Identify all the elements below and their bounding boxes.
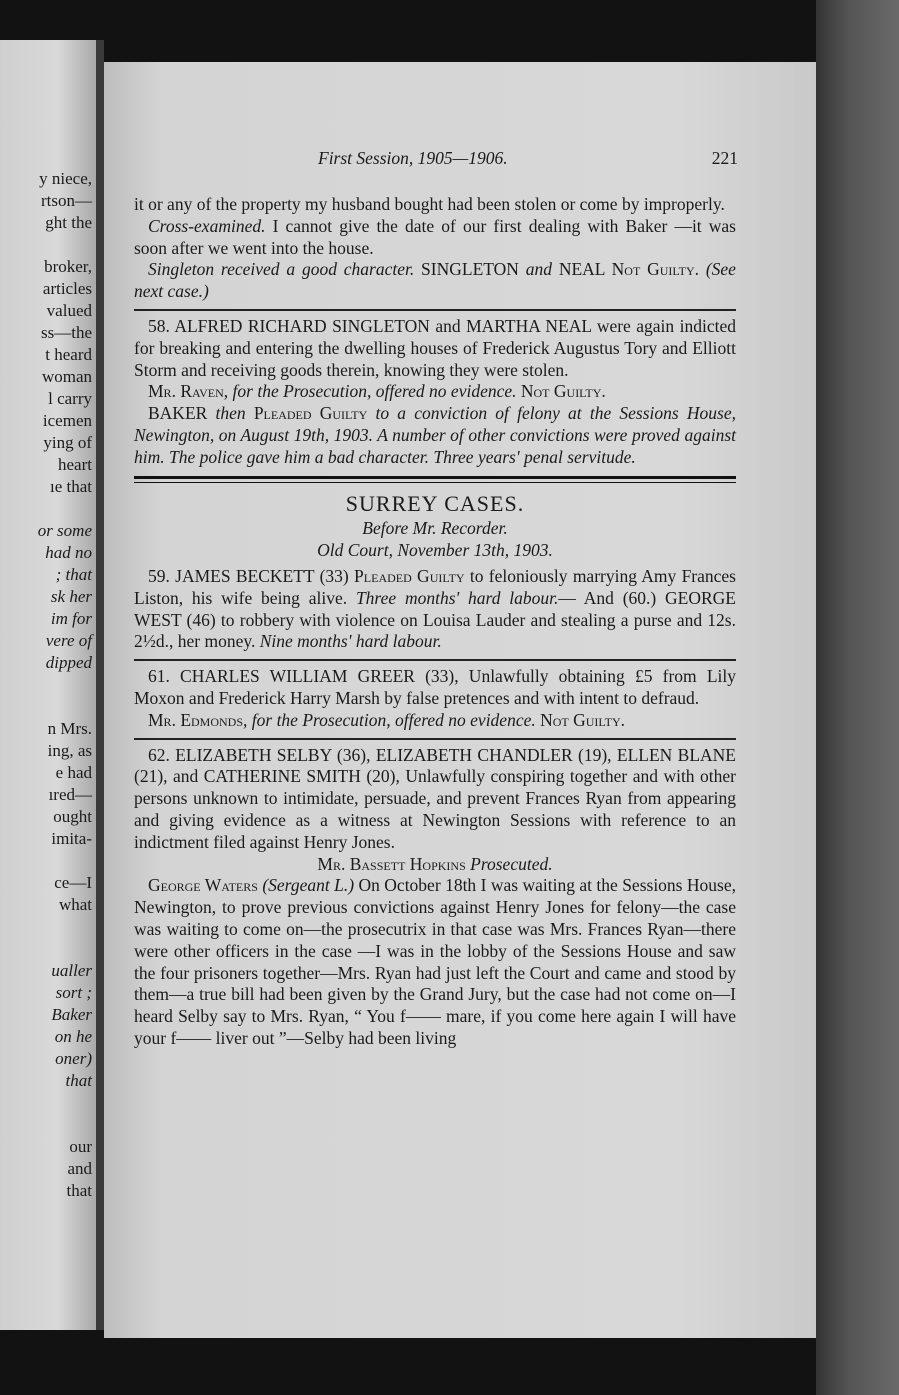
- facing-page-fragment: [0, 40, 96, 1330]
- facing-page-line: imita-: [51, 829, 92, 848]
- facing-page-line: that: [66, 1181, 92, 1200]
- case-60-charge: — And (60.) GEORGE WEST (46) to robbery with violence on Louisa Lauder and stealing a purse and 12s. 2½d., her money.: [134, 587, 736, 652]
- facing-page-line: vere of: [45, 631, 92, 650]
- facing-page-line: broker,: [44, 257, 92, 276]
- case-59-defendant: 59. JAMES BECKETT (33): [148, 565, 355, 586]
- facing-page-line: l carry: [48, 389, 92, 408]
- testimony-text: On October 18th I was waiting at the Sessions House, Newington, to prove previous convictions against Henry Jones for felony—the case was waiting to come on—the prosecutrix in that case was Mrs. Frances Ryan—there were other officers in the case —I was in the lobby of the Sessions House and saw the four prisoners together—Mrs. Ryan had just left the Court and came and stood by them—a true bill had been given by the Grand Jury, but the case had not come on—I heard Selby say to Mrs. Ryan, “ You f—— mare, if you come here again I will have your f—— liver out ”—Selby had been living: [134, 875, 736, 1048]
- facing-page-line: ought: [53, 807, 92, 826]
- facing-page-line: what: [58, 895, 92, 914]
- cross-examined-label: Cross-examined.: [148, 215, 266, 236]
- facing-page-line: rtson—: [41, 191, 92, 210]
- section-heading: SURREY CASES.: [345, 490, 525, 516]
- witness-name: George Waters: [148, 875, 258, 896]
- book-gutter: [96, 40, 104, 1330]
- facing-page-line: ying of: [43, 433, 92, 452]
- facing-page-line: that: [65, 1071, 92, 1090]
- case-59-text: [134, 566, 736, 653]
- cross-examination-text: I cannot give the date of our first dealing with Baker —it was soon after we went into the house.: [134, 215, 736, 258]
- facing-page-line: had no: [45, 543, 92, 562]
- facing-page-line: valued: [46, 301, 92, 320]
- facing-page-line: ce—I: [54, 873, 92, 892]
- facing-page-line: ght the: [45, 213, 92, 232]
- case-62-prosecuted: [134, 854, 736, 876]
- prosecution-note: for the Prosecution, offered no evidence.: [247, 709, 536, 730]
- facing-page-line: articles: [42, 279, 92, 298]
- case-divider: [134, 309, 736, 311]
- facing-page-line: woman: [41, 367, 92, 386]
- cross-examination-paragraph: [134, 216, 736, 260]
- facing-page-line: im for: [50, 609, 92, 628]
- facing-page-line: y niece,: [39, 169, 92, 188]
- facing-page-line: heart: [58, 455, 92, 474]
- verdict: Not Guilty.: [535, 709, 626, 730]
- defendant-name-2: NEAL: [552, 259, 612, 280]
- facing-page-line: ualler: [51, 961, 92, 980]
- case-59-charge: to feloniously marrying Amy Frances Liston, his wife being alive.: [134, 565, 736, 608]
- counsel-name: Mr. Edmonds,: [148, 709, 248, 730]
- see-next-case-note: (See next case.): [134, 259, 736, 302]
- case-60-sentence: Nine months' hard labour.: [259, 631, 442, 652]
- facing-page-line: e had: [55, 763, 92, 782]
- continuation-paragraph: it or any of the property my husband bought had been stolen or come by improperly.: [134, 194, 725, 214]
- section-divider: [134, 476, 736, 483]
- facing-page-line: our: [69, 1137, 92, 1156]
- pleaded-guilty: Pleaded Guilty: [253, 403, 368, 424]
- witness-testimony: [134, 875, 736, 1049]
- case-61-prosecution: [134, 710, 736, 732]
- pleaded-guilty: Pleaded Guilty: [354, 565, 465, 586]
- page-header: [318, 148, 738, 169]
- prosecution-note: for the Prosecution, offered no evidence.: [228, 381, 517, 402]
- facing-page-line: ss—the: [41, 323, 92, 342]
- page-body: [134, 194, 736, 1050]
- conjunction: and: [525, 259, 552, 280]
- case-62-text: 62. ELIZABETH SELBY (36), ELIZABETH CHANDLER (19), ELLEN BLANE (21), and CATHERINE SMITH (20), Unlawfully conspiring together and with other persons unknown to intimidate, persuade, and prevent Frances Ryan from appearing and giving evidence as a witness at Newington Sessions with reference to an indictment filed against Henry Jones.: [134, 744, 736, 852]
- witness-rank: (Sergeant L.): [257, 875, 355, 896]
- verdict-paragraph: [134, 259, 736, 303]
- facing-page-line: oner): [55, 1049, 92, 1068]
- verdict: Not Guilty.: [516, 381, 606, 402]
- case-divider: [134, 738, 736, 740]
- facing-page-line: ıred—: [48, 785, 92, 804]
- facing-page-line: ; that: [55, 565, 92, 584]
- background-shadow: [816, 0, 899, 1395]
- facing-page-line: dipped: [45, 653, 92, 672]
- counsel-name: Mr. Raven,: [148, 381, 229, 402]
- case-divider: [134, 659, 736, 661]
- facing-page-line: t heard: [45, 345, 92, 364]
- verdict-not-guilty: Not Guilty.: [611, 259, 700, 280]
- before-recorder: Before Mr. Recorder.: [362, 518, 508, 539]
- sentence-text: to a conviction of felony at the Sessions House, Newington, on August 19th, 1903. A number of other convictions were proved against him. The police gave him a bad character. Three years' penal servitude.: [134, 403, 736, 467]
- character-note: Singleton received a good character.: [148, 259, 415, 280]
- facing-page-line: sort ;: [55, 983, 92, 1002]
- court-date: Old Court, November 13th, 1903.: [317, 540, 553, 561]
- facing-page-line: and: [67, 1159, 92, 1178]
- defendant-name: SINGLETON: [414, 259, 526, 280]
- case-58-prosecution: [134, 381, 736, 403]
- case-59-sentence: Three months' hard labour.: [355, 587, 559, 608]
- facing-page-line: ıe that: [49, 477, 92, 496]
- case-58-baker: [134, 403, 736, 468]
- page-number: 221: [711, 148, 738, 168]
- case-58-text: 58. ALFRED RICHARD SINGLETON and MARTHA NEAL were again indicted for breaking and entering the dwelling houses of Frederick Augustus Tory and Elliott Storm and receiving goods therein, knowing they were stolen.: [134, 315, 736, 380]
- facing-page-line: on he: [54, 1027, 92, 1046]
- header-title: First Session, 1905—1906.: [318, 148, 508, 168]
- then-label: then: [207, 403, 254, 424]
- facing-page-line: ing, as: [47, 741, 92, 760]
- prosecuted-label: Prosecuted.: [465, 853, 553, 874]
- facing-page-line: icemen: [42, 411, 92, 430]
- case-61-text: 61. CHARLES WILLIAM GREER (33), Unlawfully obtaining £5 from Lily Moxon and Frederick Harry Marsh by false pretences and with intent to defraud.: [134, 666, 736, 708]
- facing-page-line: sk her: [50, 587, 92, 606]
- facing-page-line: or some: [37, 521, 92, 540]
- facing-page-line: n Mrs.: [47, 719, 92, 738]
- counsel-name: Mr. Bassett Hopkins: [317, 853, 466, 874]
- facing-page-line: Baker: [51, 1005, 92, 1024]
- defendant-baker: BAKER: [148, 403, 208, 424]
